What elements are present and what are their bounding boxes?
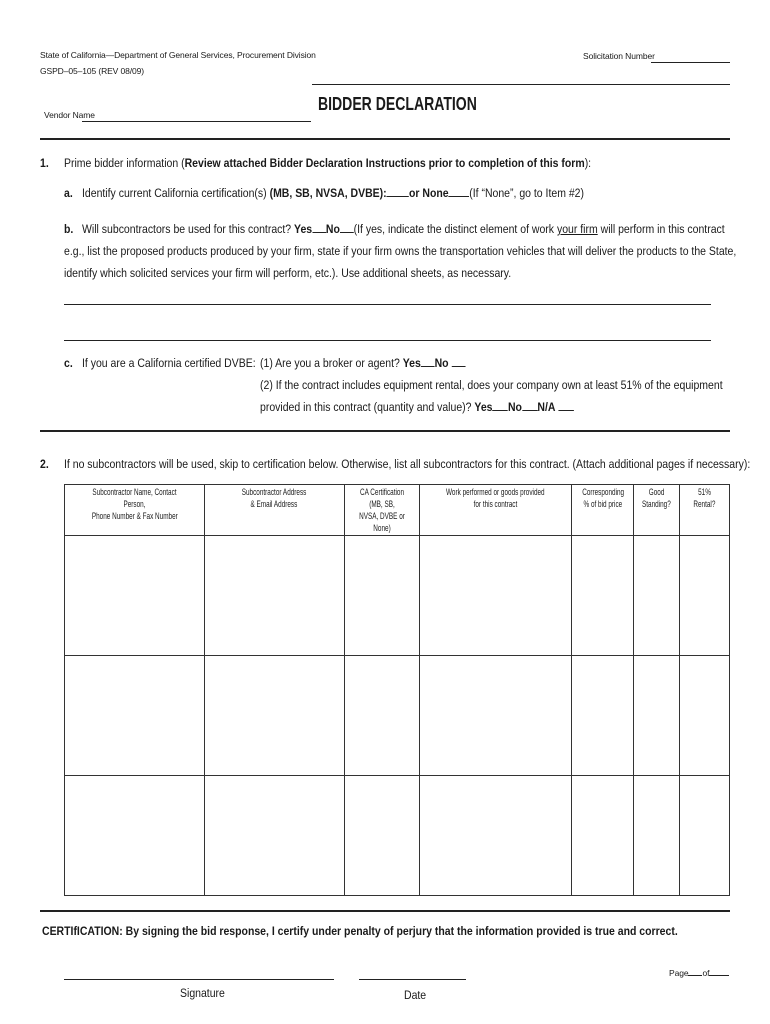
table-header-row <box>65 485 730 536</box>
date-label: Date <box>404 988 427 1002</box>
item-a-marker: a. <box>64 186 73 200</box>
subcontractors-yes-field[interactable] <box>312 222 326 233</box>
col-header-address: Subcontractor Address & Email Address <box>205 485 345 536</box>
agency-line: State of California—Department of General Services, Procurement Division <box>40 50 316 60</box>
table-cell[interactable] <box>65 776 205 896</box>
table-cell[interactable] <box>205 656 345 776</box>
table-cell[interactable] <box>572 536 634 656</box>
col-header-good-standing: Good Standing? <box>634 485 680 536</box>
solicitation-number-field[interactable] <box>651 62 730 63</box>
item-b-line3: identify which solicited services your firm will perform, etc.). Use additional sheets, as necessary. <box>64 266 512 280</box>
item-c-q2-line2: provided in this contract (quantity and value)? Yes No N/A <box>260 400 574 414</box>
rental-na-field[interactable] <box>558 400 573 411</box>
subcontractors-no-field[interactable] <box>340 222 354 233</box>
item-c-text: If you are a California certified DVBE: <box>82 356 256 370</box>
date-line[interactable] <box>359 979 466 980</box>
section1-intro: Prime bidder information (Review attached Bidder Declaration Instructions prior to completion of this form): <box>64 156 592 170</box>
broker-no-field[interactable] <box>451 356 465 367</box>
work-description-line-1[interactable] <box>64 304 711 305</box>
col-header-rental: 51% Rental? <box>680 485 730 536</box>
page-number-field[interactable] <box>688 967 702 976</box>
col-header-work: Work performed or goods provided for this contract <box>420 485 572 536</box>
table-cell[interactable] <box>634 536 680 656</box>
section-divider-2 <box>40 430 730 432</box>
table-row <box>65 656 730 776</box>
table-cell[interactable] <box>345 776 420 896</box>
rental-no-field[interactable] <box>522 400 537 411</box>
item-c-q2-line1: (2) If the contract includes equipment rental, does your company own at least 51% of the equipment <box>260 378 723 392</box>
table-cell[interactable] <box>680 656 730 776</box>
section1-number: 1. <box>40 156 49 170</box>
table-cell[interactable] <box>680 536 730 656</box>
broker-yes-field[interactable] <box>421 356 435 367</box>
certification-divider <box>40 910 730 912</box>
table-cell[interactable] <box>572 776 634 896</box>
signature-line[interactable] <box>64 979 334 980</box>
col-header-certification: CA Certification (MB, SB, NVSA, DVBE or None) <box>345 485 420 536</box>
subcontractor-table <box>64 484 730 896</box>
table-cell[interactable] <box>420 776 572 896</box>
table-cell[interactable] <box>680 776 730 896</box>
vendor-name-field[interactable] <box>82 121 311 122</box>
vendor-name-label: Vendor Name <box>44 110 95 120</box>
solicitation-label: Solicitation Number <box>583 51 655 61</box>
table-cell[interactable] <box>634 656 680 776</box>
item-a-text: Identify current California certification(s) (MB, SB, NVSA, DVBE): or None (If “None”, go to Item #2) <box>82 186 584 200</box>
table-cell[interactable] <box>65 656 205 776</box>
table-cell[interactable] <box>65 536 205 656</box>
col-header-bid-price: Corresponding % of bid price <box>572 485 634 536</box>
table-cell[interactable] <box>205 776 345 896</box>
certification-statement: CERTIfICATION: By signing the bid response, I certify under penalty of perjury that the information provided is true and correct. <box>42 924 678 938</box>
table-cell[interactable] <box>205 536 345 656</box>
section2-number: 2. <box>40 457 49 471</box>
table-row <box>65 536 730 656</box>
table-cell[interactable] <box>420 536 572 656</box>
none-field[interactable] <box>449 186 470 197</box>
page-counter: Page of <box>669 967 729 978</box>
item-b-line2: e.g., list the proposed products produced by your firm, state if your firm owns the transportation vehicles that will deliver the products to the State, <box>64 244 737 258</box>
signature-label: Signature <box>180 986 225 1000</box>
table-cell[interactable] <box>420 656 572 776</box>
table-cell[interactable] <box>634 776 680 896</box>
form-id: GSPD–05–105 (REV 08/09) <box>40 66 145 76</box>
section2-text: If no subcontractors will be used, skip to certification below. Otherwise, list all subcontractors for this contract. (Attach additional pages if necessary): <box>64 457 751 471</box>
page-total-field[interactable] <box>709 967 729 976</box>
col-header-name: Subcontractor Name, Contact Person, Phone Number & Fax Number <box>65 485 205 536</box>
table-cell[interactable] <box>572 656 634 776</box>
item-c-q1: (1) Are you a broker or agent? Yes No <box>260 356 465 370</box>
item-b-line1: Will subcontractors be used for this contract? Yes No (If yes, indicate the distinct element of work your firm will perform in this contract <box>82 222 725 236</box>
header-rule <box>312 84 730 85</box>
table-row <box>65 776 730 896</box>
item-c-marker: c. <box>64 356 73 370</box>
rental-yes-field[interactable] <box>492 400 507 411</box>
section-divider <box>40 138 730 140</box>
table-cell[interactable] <box>345 536 420 656</box>
work-description-line-2[interactable] <box>64 340 711 341</box>
page-title: BIDDER DECLARATION <box>318 94 477 114</box>
table-cell[interactable] <box>345 656 420 776</box>
item-b-marker: b. <box>64 222 74 236</box>
certification-field[interactable] <box>387 186 409 197</box>
